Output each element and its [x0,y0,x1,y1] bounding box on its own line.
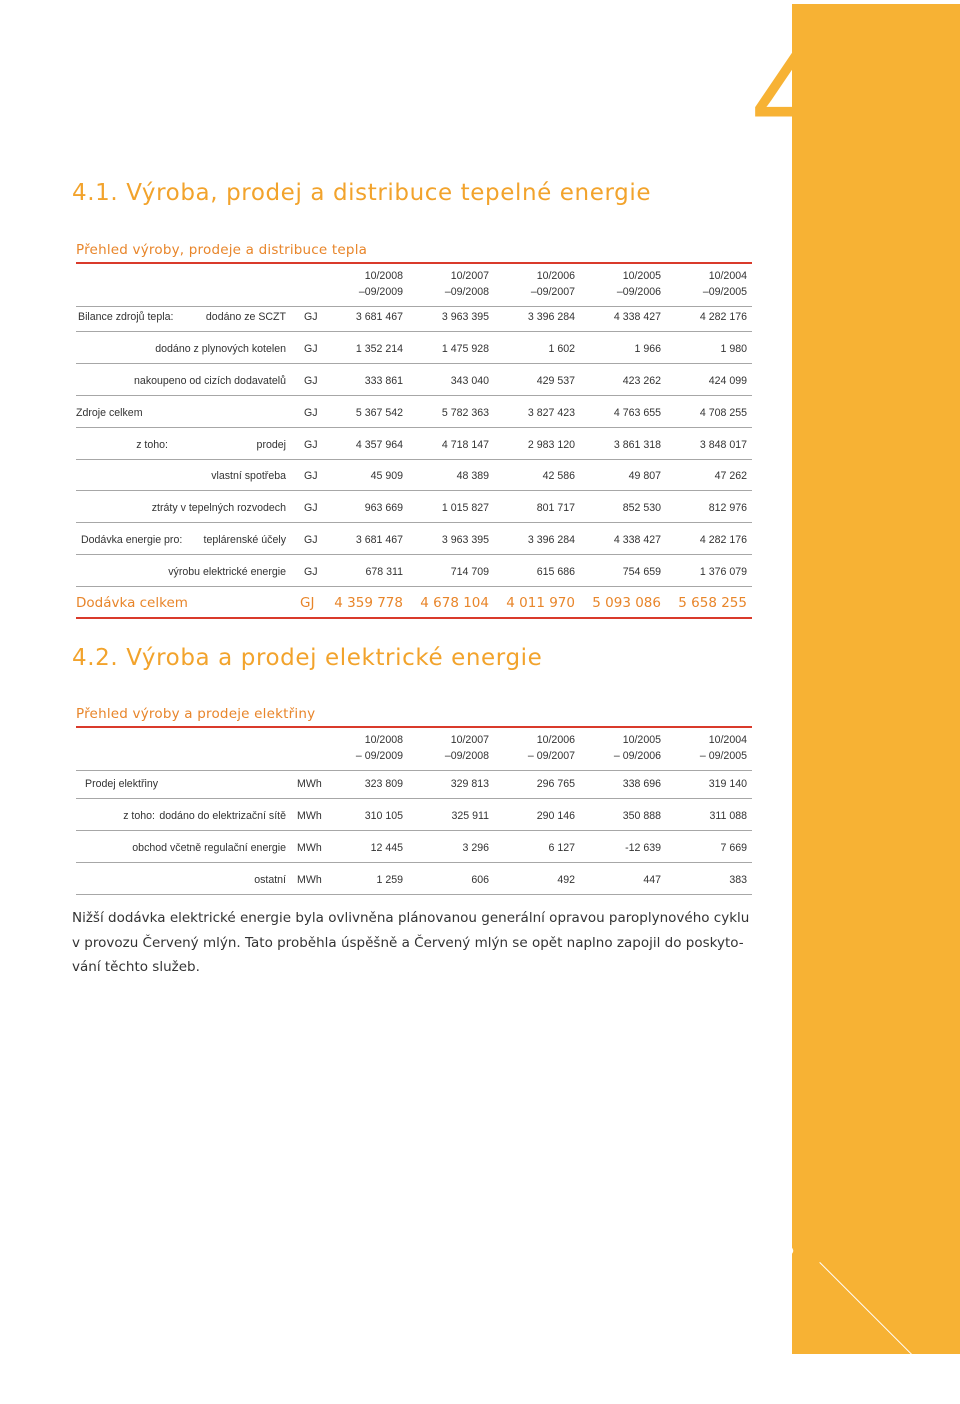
value-cell: 4 282 176 [699,311,747,323]
paragraph-line: Nižší dodávka elektrické energie byla ovlivněna plánovanou generální opravou paroplynového cyklu [72,910,750,926]
period-header: 10/2005 [622,270,661,282]
value-cell: 678 311 [365,566,403,578]
row-divider [76,306,752,307]
value-cell: 5 782 363 [441,407,489,419]
unit-label: MWh [297,874,322,886]
unit-label: GJ [304,534,318,546]
period-header: 10/2004 [708,270,747,282]
value-cell: 3 396 284 [527,311,575,323]
value-cell: 1 352 214 [355,343,403,355]
value-cell: 1 966 [634,343,661,355]
unit-label: GJ [304,343,318,355]
section2-subtitle: Přehled výroby a prodeje elektřiny [76,706,316,722]
value-cell: 5 367 542 [355,407,403,419]
row-sublabel: teplárenské účely [203,534,286,546]
value-cell: 311 088 [709,810,747,822]
value-cell: 3 848 017 [699,439,747,451]
value-cell: 3 396 284 [527,534,575,546]
period-header: – 09/2006 [613,750,661,762]
value-cell: 290 146 [536,810,575,822]
value-cell: 3 861 318 [613,439,661,451]
period-header: 10/2006 [536,270,575,282]
row-sublabel: dodáno z plynových kotelen [155,343,286,355]
period-header: – 09/2005 [699,750,747,762]
unit-label: GJ [304,566,318,578]
value-cell: 4 718 147 [441,439,489,451]
section1-rule [76,262,752,264]
period-header: 10/2008 [364,734,403,746]
row-divider [76,331,752,332]
section1-subtitle: Přehled výroby, prodeje a distribuce tepla [76,242,368,258]
row-divider [76,554,752,555]
unit-label: GJ [304,439,318,451]
row-label: Dodávka energie pro: [81,534,183,546]
row-sublabel: prodej [256,439,286,451]
unit-label: GJ [304,470,318,482]
period-header: –09/2007 [530,286,575,298]
value-cell: 801 717 [536,502,575,514]
row-divider [76,770,752,771]
period-header: –09/2005 [702,286,747,298]
value-cell: 424 099 [708,375,747,387]
row-sublabel: dodáno do elektrizační sítě [159,810,286,822]
note-paragraph [72,906,762,980]
row-divider [76,490,752,491]
total-unit: GJ [300,595,315,611]
value-cell: 47 262 [714,470,747,482]
chapter-number: 4 [752,14,827,168]
row-sublabel: obchod včetně regulační energie [132,842,286,854]
row-label: Zdroje celkem [76,407,143,419]
value-cell: 333 861 [364,375,403,387]
total-value: 4 678 104 [420,595,489,611]
paragraph-line: v provozu Červený mlýn. Tato proběhla úspěšně a Červený mlýn se opět naplno zapojil do poskyto- [72,934,744,951]
value-cell: 4 338 427 [613,534,661,546]
unit-label: GJ [304,502,318,514]
row-divider [76,586,752,587]
unit-label: MWh [297,842,322,854]
row-divider [76,522,752,523]
value-cell: 615 686 [536,566,575,578]
total-value: 4 359 778 [334,595,403,611]
value-cell: 1 376 079 [699,566,747,578]
value-cell: 329 813 [450,778,489,790]
row-divider [76,395,752,396]
value-cell: 754 659 [622,566,661,578]
total-value: 4 011 970 [506,595,575,611]
value-cell: 423 262 [622,375,661,387]
period-header: – 09/2007 [527,750,575,762]
value-cell: 12 445 [370,842,403,854]
chapter-band [792,4,960,1354]
period-header: 10/2006 [536,734,575,746]
row-label: Bilance zdrojů tepla: [78,311,174,323]
row-sublabel: ztráty v tepelných rozvodech [151,502,286,514]
row-sublabel: vlastní spotřeba [211,470,286,482]
value-cell: 2 983 120 [527,439,575,451]
section2-title: 4.2. Výroba a prodej elektrické energie [72,645,543,671]
unit-label: MWh [297,778,322,790]
value-cell: 4 338 427 [613,311,661,323]
period-header: 10/2007 [450,270,489,282]
value-cell: 1 015 827 [441,502,489,514]
row-label: Prodej elektřiny [85,778,159,790]
row-divider [76,830,752,831]
value-cell: 3 963 395 [441,311,489,323]
value-cell: 1 475 928 [441,343,489,355]
unit-label: MWh [297,810,322,822]
value-cell: 296 765 [536,778,575,790]
total-label: Dodávka celkem [76,595,188,611]
period-header: – 09/2009 [355,750,403,762]
row-divider [76,363,752,364]
value-cell: 606 [471,874,489,886]
row-divider [76,798,752,799]
value-cell: 3 827 423 [527,407,575,419]
row-label: z toho: [123,810,155,822]
value-cell: 3 296 [462,842,489,854]
period-header: 10/2004 [708,734,747,746]
period-header: 10/2007 [450,734,489,746]
period-header: –09/2006 [616,286,661,298]
period-header: 10/2005 [622,734,661,746]
row-sublabel: dodáno ze SCZT [205,311,286,323]
row-divider [76,459,752,460]
value-cell: 325 911 [451,810,489,822]
value-cell: 7 669 [720,842,747,854]
row-divider [76,862,752,863]
value-cell: 3 681 467 [355,311,403,323]
section2-rule [76,726,752,728]
total-rule [76,617,752,619]
value-cell: 1 259 [376,874,403,886]
unit-label: GJ [304,311,318,323]
value-cell: 319 140 [708,778,747,790]
value-cell: 4 763 655 [613,407,661,419]
value-cell: 3 963 395 [441,534,489,546]
value-cell: 4 282 176 [699,534,747,546]
value-cell: 812 976 [708,502,747,514]
period-header: 10/2008 [364,270,403,282]
value-cell: 963 669 [364,502,403,514]
value-cell: 338 696 [622,778,661,790]
value-cell: 1 980 [720,343,747,355]
value-cell: -12 639 [625,842,661,854]
value-cell: 714 709 [450,566,489,578]
value-cell: 492 [557,874,575,886]
value-cell: 343 040 [450,375,489,387]
value-cell: 852 530 [622,502,661,514]
row-sublabel: ostatní [254,874,286,886]
value-cell: 4 708 255 [699,407,747,419]
value-cell: 49 807 [628,470,661,482]
section1-title: 4.1. Výroba, prodej a distribuce tepelné energie [72,180,652,206]
paragraph-line: vání těchto služeb. [72,959,200,975]
value-cell: 323 809 [364,778,403,790]
period-header: –09/2008 [444,286,489,298]
value-cell: 447 [643,874,661,886]
value-cell: 383 [729,874,747,886]
value-cell: 1 602 [548,343,575,355]
value-cell: 45 909 [370,470,403,482]
value-cell: 429 537 [536,375,575,387]
value-cell: 3 681 467 [355,534,403,546]
period-header: –09/2008 [444,750,489,762]
total-value: 5 093 086 [592,595,661,611]
unit-label: GJ [304,375,318,387]
value-cell: 350 888 [622,810,661,822]
value-cell: 48 389 [456,470,489,482]
value-cell: 4 357 964 [355,439,403,451]
row-sublabel: výrobu elektrické energie [168,566,286,578]
value-cell: 6 127 [548,842,575,854]
page-number: 13 [758,1228,801,1270]
value-cell: 310 105 [364,810,403,822]
unit-label: GJ [304,407,318,419]
total-value: 5 658 255 [678,595,747,611]
row-divider [76,427,752,428]
row-label: z toho: [136,439,168,451]
period-header: –09/2009 [358,286,403,298]
row-divider [76,894,752,895]
value-cell: 42 586 [542,470,575,482]
row-sublabel: nakoupeno od cizích dodavatelů [134,375,286,387]
